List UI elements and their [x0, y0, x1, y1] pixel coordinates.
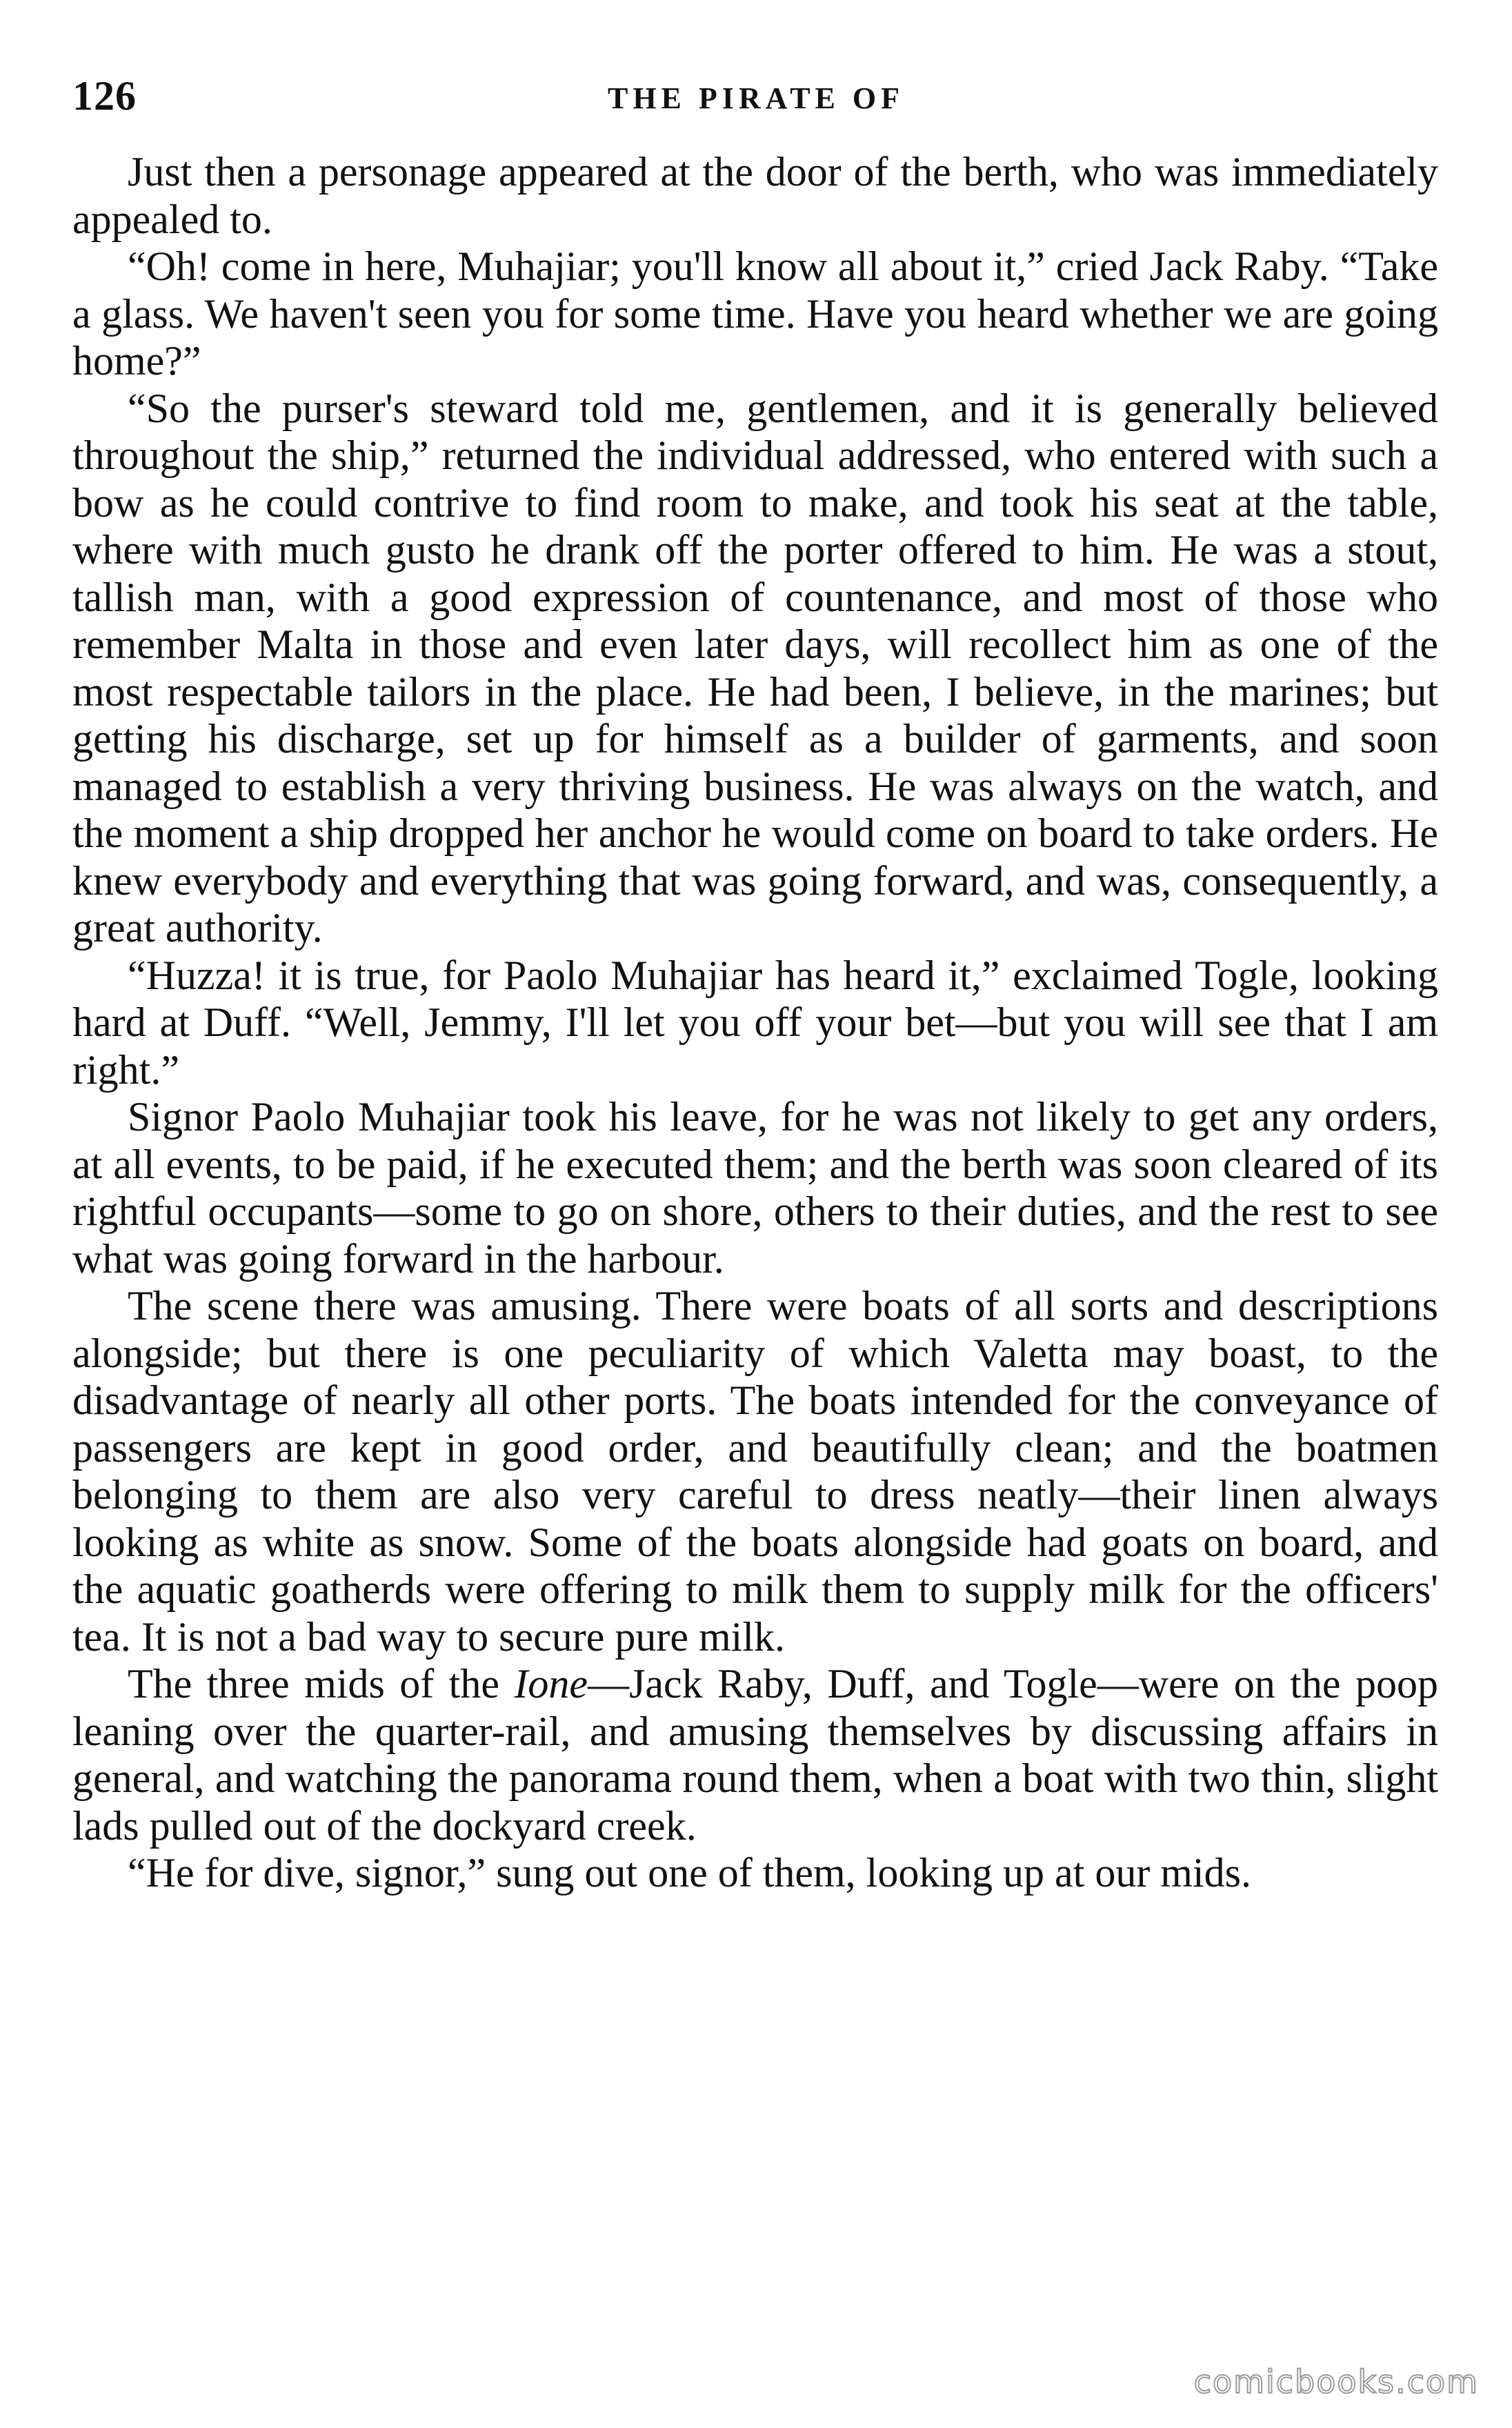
- paragraph: “He for dive, signor,” sung out one of them, looking up at our mids.: [128, 1850, 1251, 1895]
- paragraph: “So the purser's steward told me, gentlemen, and it is generally believed throughout the ship,” returned the individual addressed, who entered with such a bow as he could contrive to find room to make, and took his seat at the table, where with much gusto he drank off the porter offered to him. He was a stout, tallish man, with a good expression of countenance, and most of those who remember Malta in those and even later days, will recollect him as one of the most respectable tailors in the place. He had been, I believe, in the marines; but getting his discharge, set up for himself as a builder of garments, and soon managed to establish a very thriving business. He was always on the watch, and the moment a ship dropped her anchor he would come on board to take orders. He knew everybody and everything that was going forward, and was, consequently, a great authority.: [72, 385, 1438, 951]
- paragraph: The scene there was amusing. There were boats of all sorts and descriptions alongside; but there is one peculiarity of which Valetta may boast, to the disadvantage of nearly all other ports. The boats intended for the conveyance of passengers are kept in good order, and beautifully clean; and the boatmen belonging to them are also very careful to dress neatly—their linen always looking as white as snow. Some of the boats alongside had goats on board, and the aquatic goatherds were offering to milk them to supply milk for the officers' tea. It is not a bad way to secure pure milk.: [72, 1283, 1438, 1660]
- watermark: comicbooks.com: [1193, 2363, 1479, 2400]
- paragraph: “Huzza! it is true, for Paolo Muhajiar has heard it,” exclaimed Togle, looking hard at Duff. “Well, Jemmy, I'll let you off your bet—but you will see that I am right.”: [72, 952, 1438, 1093]
- paragraph: Signor Paolo Muhajiar took his leave, for he was not likely to get any orders, at all events, to be paid, if he executed them; and the berth was soon cleared of its rightful occupants—some to go on shore, others to their duties, and the rest to see what was going forward in the harbour.: [72, 1094, 1438, 1282]
- paragraph: Just then a personage appeared at the door of the berth, who was immediately appealed to.: [72, 149, 1438, 242]
- body-text: [72, 148, 1438, 1897]
- page-number: 126: [72, 73, 137, 119]
- running-title: THE PIRATE OF: [607, 81, 904, 115]
- ship-name: Ione: [514, 1661, 588, 1706]
- running-head: [72, 72, 1440, 121]
- paragraph: The three mids of the Ione—Jack Raby, Duff, and Togle—were on the poop leaning over the quarter-rail, and amusing themselves by discussing affairs in general, and watching the panorama round them, when a boat with two thin, slight lads pulled out of the dockyard creek.: [72, 1661, 1438, 1849]
- paragraph: “Oh! come in here, Muhajiar; you'll know all about it,” cried Jack Raby. “Take a glass. We haven't seen you for some time. Have you heard whether we are going home?”: [72, 243, 1438, 384]
